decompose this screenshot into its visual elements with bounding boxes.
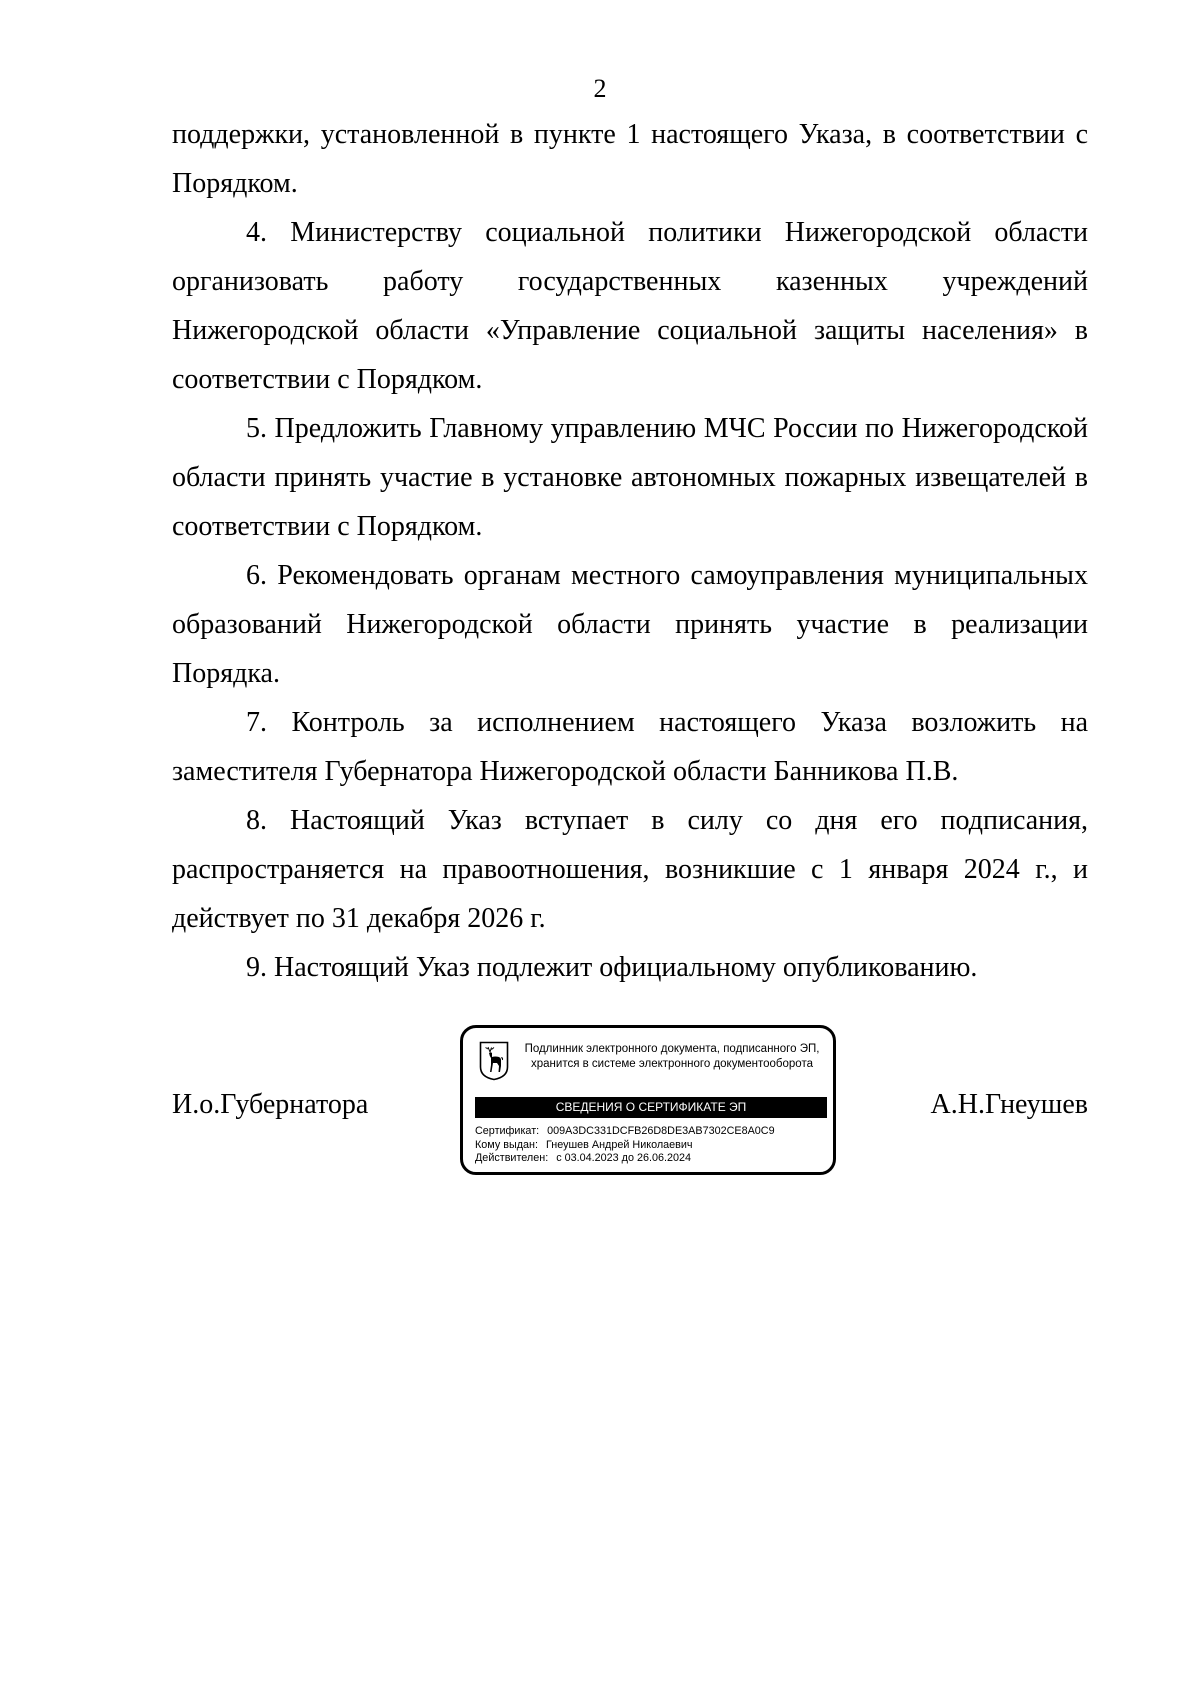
paragraph-item-7: 7. Контроль за исполнением настоящего Указа возложить на заместителя Губернатора Нижегородской области Банникова П.В. xyxy=(172,707,1088,787)
stamp-header-line-1: Подлинник электронного документа, подписанного ЭП, xyxy=(524,1043,820,1055)
coat-of-arms-icon xyxy=(479,1041,509,1081)
signatory-name: А.Н.Гнеушев xyxy=(930,1089,1088,1120)
certificate-label: Сертификат: xyxy=(475,1125,540,1137)
electronic-signature-stamp xyxy=(460,1025,836,1175)
stamp-title-bar: СВЕДЕНИЯ О СЕРТИФИКАТЕ ЭП xyxy=(475,1097,827,1118)
certificate-value: 009A3DC331DCFB26D8DE3AB7302CE8A0C9 xyxy=(547,1125,775,1137)
paragraph-item-6: 6. Рекомендовать органам местного самоуправления муниципальных образований Нижегородской области принять участие в реализации Порядка. xyxy=(172,560,1088,689)
stamp-header-line-2: хранится в системе электронного документооборота xyxy=(531,1058,813,1070)
validity-value: с 03.04.2023 до 26.06.2024 xyxy=(556,1152,691,1164)
paragraph-item-8: 8. Настоящий Указ вступает в силу со дня его подписания, распространяется на правоотношения, возникшие с 1 января 2024 г., и действует по 31 декабря 2026 г. xyxy=(172,805,1088,934)
certificate-details xyxy=(475,1125,775,1166)
validity-label: Действителен: xyxy=(475,1152,549,1164)
issued-to-label: Кому выдан: xyxy=(475,1138,538,1151)
document-body xyxy=(172,110,1088,992)
stamp-header xyxy=(517,1042,827,1072)
signatory-position: И.о.Губернатора xyxy=(172,1089,369,1120)
issued-to-row xyxy=(475,1139,775,1153)
paragraph-item-4: 4. Министерству социальной политики Нижегородской области организовать работу государственных казенных учреждений Нижегородской области «Управление социальной защиты населения» в соответствии с Порядком. xyxy=(172,217,1088,395)
page-number: 2 xyxy=(593,74,607,103)
paragraph-continuation: поддержки, установленной в пункте 1 настоящего Указа, в соответствии с Порядком. xyxy=(172,119,1088,199)
certificate-row xyxy=(475,1125,775,1139)
validity-row xyxy=(475,1152,775,1166)
paragraph-item-9: 9. Настоящий Указ подлежит официальному опубликованию. xyxy=(246,952,978,983)
paragraph-item-5: 5. Предложить Главному управлению МЧС России по Нижегородской области принять участие в установке автономных пожарных извещателей в соответствии с Порядком. xyxy=(172,413,1088,542)
issued-to-value: Гнеушев Андрей Николаевич xyxy=(546,1138,693,1151)
